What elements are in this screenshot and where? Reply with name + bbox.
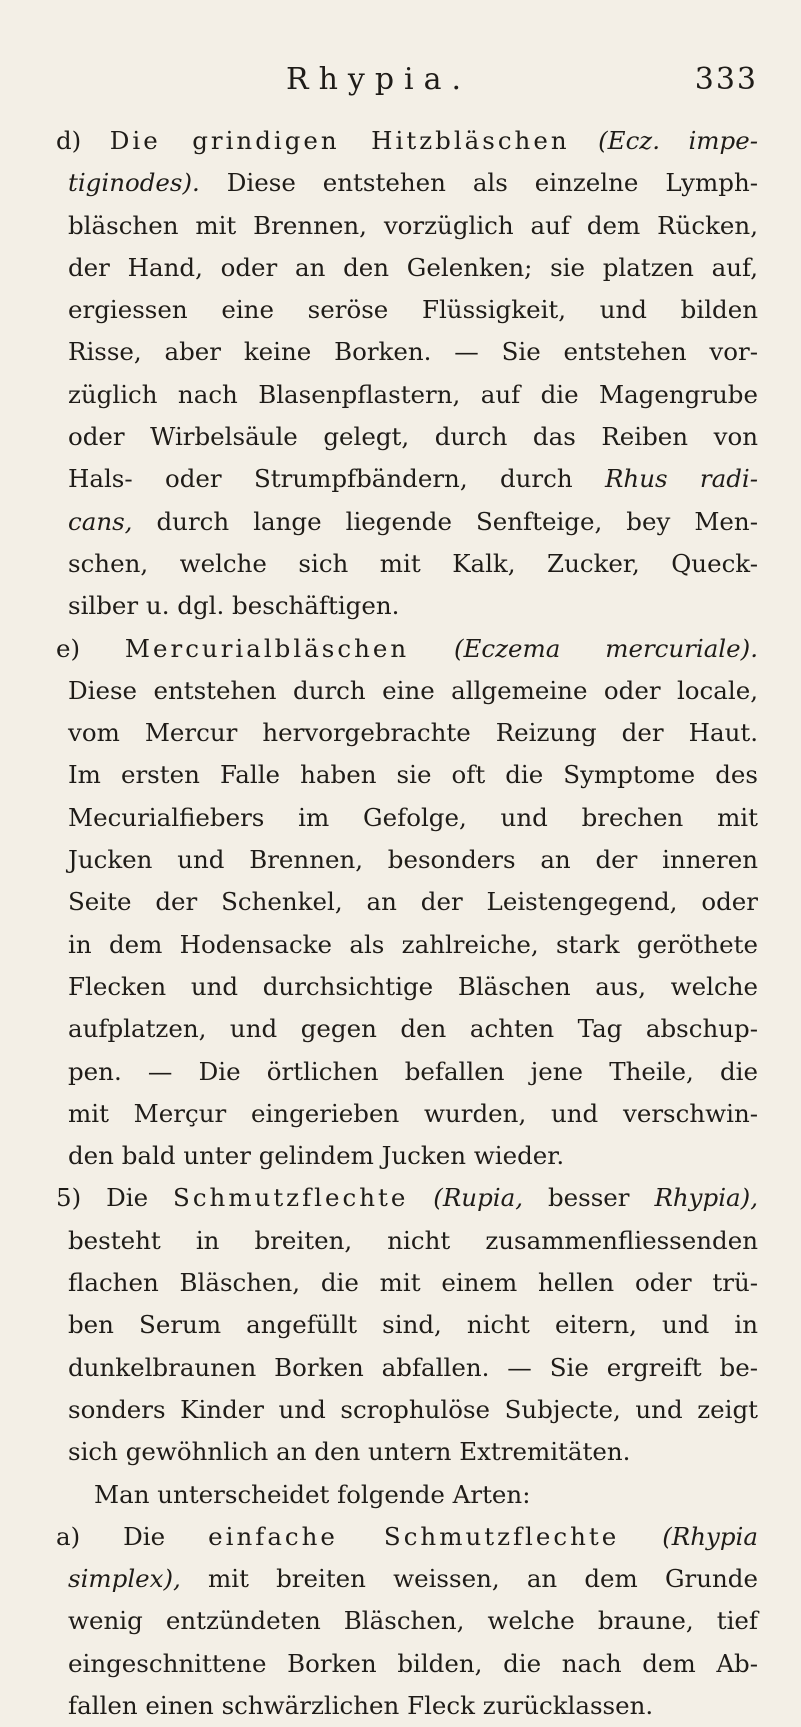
text-line: [56, 1220, 758, 1262]
latin-term: Rhypia),: [654, 1183, 758, 1213]
body-text: [56, 120, 758, 1727]
text-span: besteht in breiten, nicht zusammenfliessenden: [68, 1225, 758, 1255]
latin-term: (Rhypia: [662, 1521, 758, 1551]
text-line: [56, 1685, 758, 1727]
text-line: [56, 1389, 758, 1431]
text-span: Jucken und Brennen, besonders an der inneren: [68, 845, 758, 875]
text-span: vom Mercur hervorgebrachte Reizung der Haut.: [68, 718, 758, 748]
text-span: aufplatzen, und gegen den achten Tag abschup-: [68, 1014, 758, 1044]
text-line: [56, 1008, 758, 1050]
text-span: eingeschnittene Borken bilden, die nach dem Ab-: [68, 1648, 758, 1678]
text-span: 5) Die: [56, 1183, 174, 1213]
text-line: [56, 712, 758, 754]
latin-term: tiginodes).: [68, 168, 200, 198]
text-span: schen, welche sich mit Kalk, Zucker, Queck-: [68, 548, 758, 578]
text-line: [56, 628, 758, 670]
text-span: [409, 634, 454, 663]
text-span: mit breiten weissen, an dem Grunde: [180, 1564, 758, 1594]
text-line: [56, 754, 758, 796]
text-span: Risse, aber keine Borken. — Sie entstehen vor-: [68, 337, 758, 367]
text-span: Flecken und durchsichtige Bläschen aus, welche: [68, 971, 758, 1001]
spaced-term: Die grindigen Hitzbläschen: [109, 126, 570, 155]
text-span: bläschen mit Brennen, vorzüglich auf dem Rücken,: [68, 210, 758, 240]
text-line: [56, 1177, 758, 1219]
text-line: [56, 924, 758, 966]
text-span: sich gewöhnlich an den untern Extremitäten.: [68, 1437, 631, 1467]
latin-term: cans,: [68, 506, 133, 536]
latin-term: Rhus radi-: [604, 464, 759, 494]
text-span: silber u. dgl. beschäftigen.: [68, 591, 400, 621]
text-span: Seite der Schenkel, an der Leistengegend, oder: [68, 887, 758, 917]
text-line: [56, 797, 758, 839]
text-span: Diese entstehen durch eine allgemeine oder locale,: [68, 675, 758, 705]
text-line: [56, 458, 758, 500]
text-line: [56, 1643, 758, 1685]
text-span: [570, 126, 599, 155]
latin-term: (Rupia,: [433, 1183, 523, 1213]
text-span: fallen einen schwärzlichen Fleck zurücklassen.: [68, 1690, 654, 1720]
text-line: [56, 1347, 758, 1389]
text-line: [56, 839, 758, 881]
text-line: [56, 331, 758, 373]
text-line: [56, 1093, 758, 1135]
text-span: e): [56, 633, 125, 663]
text-line: [56, 1558, 758, 1600]
text-span: oder Wirbelsäule gelegt, durch das Reiben von: [68, 422, 758, 452]
latin-term: simplex),: [68, 1564, 181, 1594]
text-line: [56, 1431, 758, 1473]
text-span: pen. — Die örtlichen befallen jene Theile, die: [68, 1056, 758, 1086]
text-span: ergiessen eine seröse Flüssigkeit, und bilden: [68, 295, 758, 325]
page-number: 333: [694, 62, 758, 97]
page-header: [58, 62, 758, 112]
text-span: wenig entzündeten Bläschen, welche braune, tief: [68, 1606, 758, 1636]
text-span: Mecurialfiebers im Gefolge, und brechen mit: [68, 802, 758, 832]
text-span: Man unterscheidet folgende Arten:: [94, 1479, 531, 1509]
running-title: Rhypia.: [286, 62, 472, 97]
text-span: dunkelbraunen Borken abfallen. — Sie ergreift be-: [68, 1352, 758, 1382]
text-span: besser: [523, 1183, 655, 1213]
text-line: [56, 374, 758, 416]
text-line: [56, 1600, 758, 1642]
text-line: [56, 120, 758, 162]
text-line: [56, 670, 758, 712]
text-line: [56, 1304, 758, 1346]
text-line: [56, 1051, 758, 1093]
text-line: [56, 205, 758, 247]
text-span: ben Serum angefüllt sind, nicht eitern, und in: [68, 1310, 758, 1340]
text-span: [619, 1522, 662, 1551]
text-span: sonders Kinder und scrophulöse Subjecte, und zeigt: [68, 1394, 758, 1424]
text-line: [56, 247, 758, 289]
spaced-term: Mercurialbläschen: [124, 633, 410, 663]
text-span: [408, 1183, 433, 1212]
text-line: [56, 289, 758, 331]
text-line: [56, 1474, 758, 1516]
text-span: d): [56, 126, 110, 155]
text-span: den bald unter gelindem Jucken wieder.: [68, 1141, 565, 1171]
text-span: flachen Bläschen, die mit einem hellen oder trü-: [68, 1268, 758, 1298]
text-line: [56, 543, 758, 585]
text-line: [56, 1262, 758, 1304]
latin-term: (Ecz. impe-: [598, 126, 759, 155]
text-line: [56, 416, 758, 458]
spaced-term: Schmutzflechte: [173, 1183, 409, 1213]
spaced-term: einfache Schmutzflechte: [208, 1521, 620, 1551]
text-span: in dem Hodensacke als zahlreiche, stark geröthete: [68, 929, 758, 959]
text-line: [56, 501, 758, 543]
text-line: [56, 1135, 758, 1177]
text-span: Hals- oder Strumpfbändern, durch: [68, 464, 605, 494]
text-line: [56, 585, 758, 627]
text-span: Im ersten Falle haben sie oft die Symptome des: [68, 760, 758, 790]
text-line: [56, 1516, 758, 1558]
text-span: a) Die: [56, 1521, 209, 1551]
text-line: [56, 966, 758, 1008]
text-span: züglich nach Blasenpflastern, auf die Magengrube: [68, 379, 758, 409]
text-span: Diese entstehen als einzelne Lymph-: [199, 168, 758, 198]
text-span: der Hand, oder an den Gelenken; sie platzen auf,: [68, 252, 758, 282]
text-span: mit Merçur eingerieben wurden, und verschwin-: [68, 1098, 758, 1128]
text-line: [56, 162, 758, 204]
latin-term: (Eczema mercuriale).: [453, 633, 758, 663]
text-line: [56, 881, 758, 923]
text-span: durch lange liegende Senfteige, bey Men-: [132, 506, 758, 536]
